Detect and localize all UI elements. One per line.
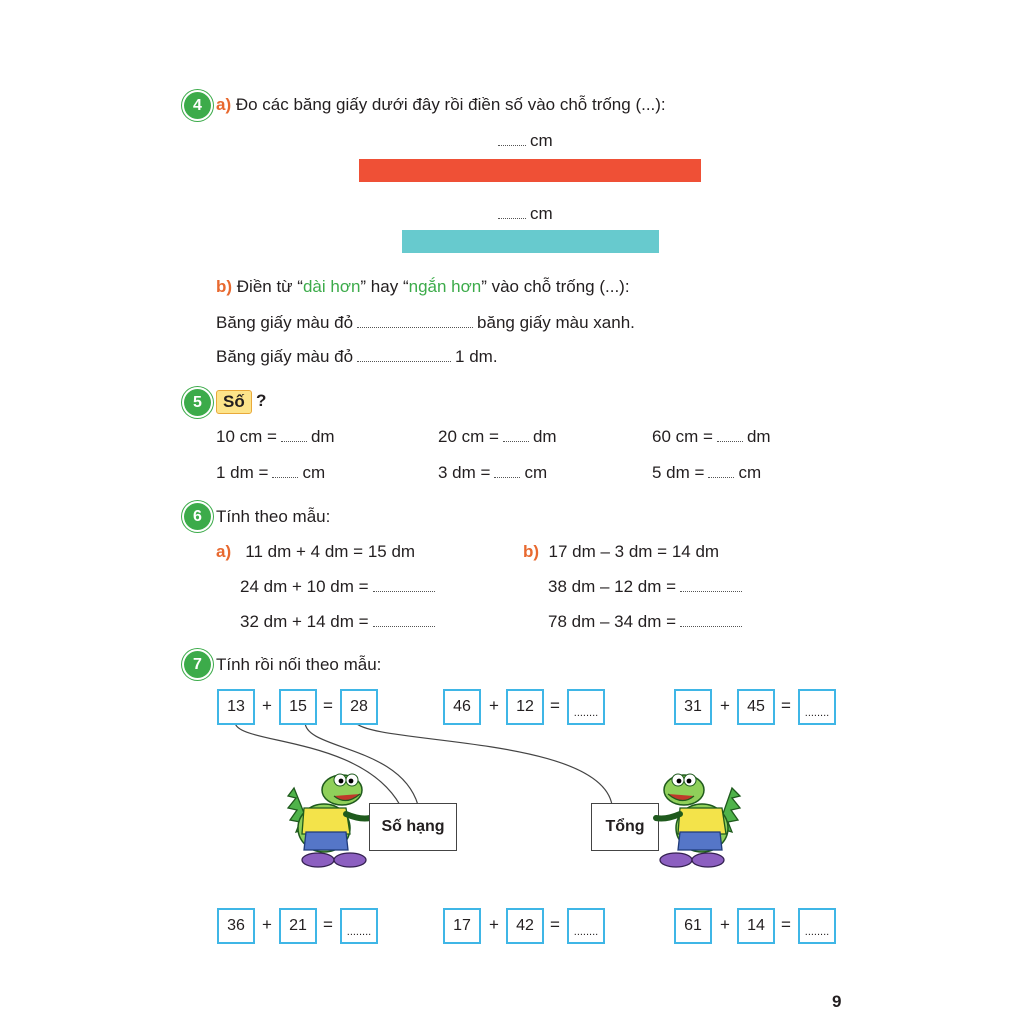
exercise-6-badge: 6 (184, 503, 211, 530)
addend-box: 14 (737, 908, 775, 944)
addend-box: 13 (217, 689, 255, 725)
sum-answer-box[interactable]: ........ (798, 908, 836, 944)
equals-sign: = (781, 696, 791, 715)
plus-sign: + (720, 915, 730, 934)
question-mark: ? (256, 391, 267, 410)
instruction-text: ” hay “ (360, 277, 409, 296)
part-b-label: b) (216, 277, 233, 296)
addend-box: 21 (279, 908, 317, 944)
equals-sign: = (323, 696, 333, 715)
addend-box: 36 (217, 908, 255, 944)
plus-sign: + (489, 915, 499, 934)
plus-sign: + (489, 696, 499, 715)
sum-answer-box[interactable]: ........ (567, 689, 605, 725)
example-equation: 11 dm + 4 dm = 15 dm (245, 542, 416, 561)
equals-sign: = (781, 915, 791, 934)
example-equation: 17 dm – 3 dm = 14 dm (548, 542, 720, 561)
sum-answer-box[interactable]: ........ (340, 908, 378, 944)
instruction-text: Đo các băng giấy dưới đây rồi điền số vào chỗ trống (...): (231, 95, 666, 114)
addend-box: 12 (506, 689, 544, 725)
exercise-5-badge: 5 (184, 389, 211, 416)
connector-line-sum (355, 722, 612, 805)
dinosaur-mascot-right (648, 768, 748, 870)
so-tag: Số (216, 390, 252, 414)
exercise-7-title: Tính rồi nối theo mẫu: (216, 655, 382, 674)
part-a-label: a) (216, 542, 232, 561)
equals-sign: = (323, 915, 333, 934)
conversion-item: 20 cm = dm (438, 427, 557, 446)
equals-sign: = (550, 696, 560, 715)
equals-sign: = (550, 915, 560, 934)
sum-box: 28 (340, 689, 378, 725)
sentence-start: Băng giấy màu đỏ (216, 347, 354, 366)
sum-answer-box[interactable]: ........ (798, 689, 836, 725)
exercise-4-badge: 4 (184, 92, 211, 119)
sum-answer-box[interactable]: ........ (567, 908, 605, 944)
conversion-item: 5 dm = cm (652, 463, 762, 482)
sentence-end: băng giấy màu xanh. (477, 313, 635, 332)
addend-box: 31 (674, 689, 712, 725)
addend-box: 45 (737, 689, 775, 725)
conversion-item: 1 dm = cm (216, 463, 326, 482)
plus-sign: + (720, 696, 730, 715)
addend-box: 42 (506, 908, 544, 944)
conversion-item: 3 dm = cm (438, 463, 548, 482)
sum-label-card: Tổng (591, 803, 659, 851)
plus-sign: + (262, 915, 272, 934)
part-b-item: 78 dm – 34 dm = (548, 612, 746, 632)
sentence-end: 1 dm. (455, 347, 498, 366)
conversion-item: 10 cm = dm (216, 427, 335, 446)
part-a-item: 24 dm + 10 dm = (240, 577, 439, 597)
addend-box: 15 (279, 689, 317, 725)
conversion-item: 60 cm = dm (652, 427, 771, 446)
word-longer: dài hơn (302, 277, 361, 296)
addend-box: 46 (443, 689, 481, 725)
addend-box: 61 (674, 908, 712, 944)
unit-label: cm (530, 204, 553, 223)
addend-label-card: Số hạng (369, 803, 457, 851)
unit-label: cm (530, 131, 553, 150)
instruction-text: Điền từ “ (232, 277, 303, 296)
part-b-label: b) (523, 542, 540, 561)
addend-box: 17 (443, 908, 481, 944)
exercise-7-badge: 7 (184, 651, 211, 678)
exercise-6-title: Tính theo mẫu: (216, 507, 331, 526)
plus-sign: + (262, 696, 272, 715)
word-shorter: ngắn hơn (408, 277, 482, 296)
sentence-start: Băng giấy màu đỏ (216, 313, 354, 332)
instruction-text: ” vào chỗ trống (...): (481, 277, 630, 296)
part-a-label: a) (216, 95, 232, 114)
part-b-item: 38 dm – 12 dm = (548, 577, 746, 597)
part-a-item: 32 dm + 14 dm = (240, 612, 439, 632)
page-number: 9 (832, 992, 842, 1011)
